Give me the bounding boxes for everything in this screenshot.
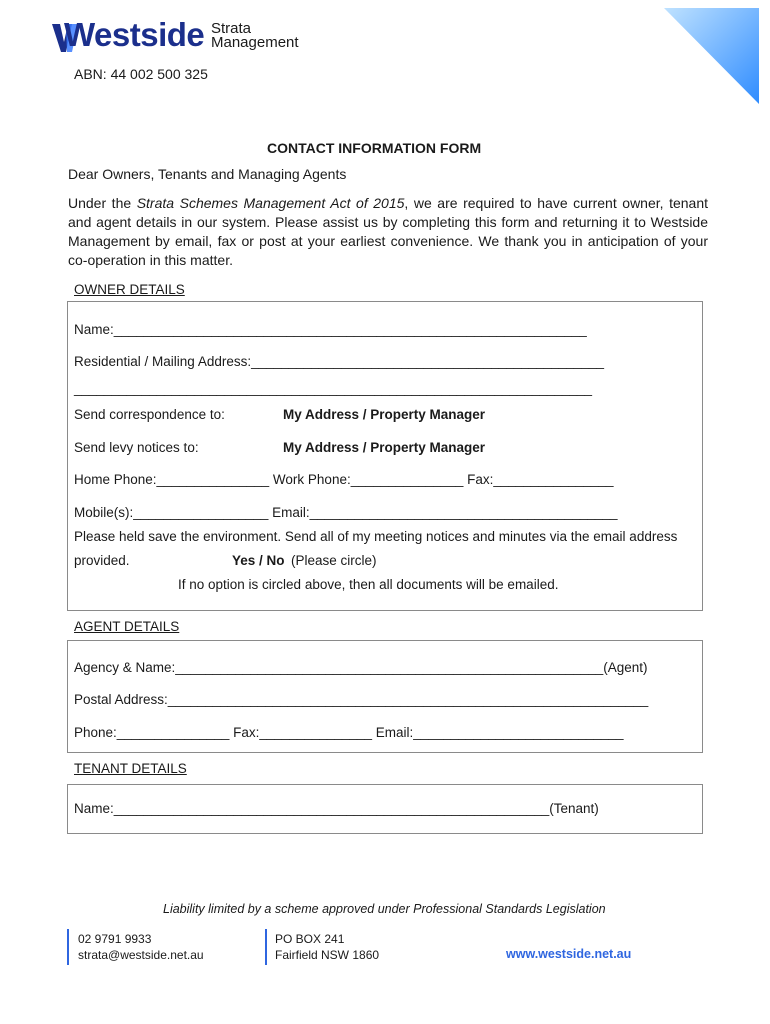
levy-choice[interactable]: My Address / Property Manager [283, 440, 486, 455]
corner-decoration-icon [664, 0, 770, 106]
owner-address-field[interactable]: Residential / Mailing Address:_______________________________________________ [74, 354, 604, 369]
environment-note: If no option is circled above, then all documents will be emailed. [178, 577, 559, 592]
footer-email[interactable]: strata@westside.net.au [78, 948, 204, 962]
form-title: CONTACT INFORMATION FORM [267, 140, 482, 156]
owner-address-line2[interactable]: _____________________________________________________________________ [74, 381, 593, 396]
agent-contact-field[interactable]: Phone:_______________ Fax:_______________ Email:____________________________ [74, 725, 624, 740]
environment-text: Please held save the environment. Send all of my meeting notices and minutes via the email address [74, 529, 678, 544]
correspondence-label: Send correspondence to: [74, 407, 225, 422]
correspondence-choice[interactable]: My Address / Property Manager [283, 407, 486, 422]
tenant-heading: TENANT DETAILS [74, 761, 187, 776]
footer-website-link[interactable]: www.westside.net.au [506, 947, 632, 961]
environment-provided: provided. [74, 553, 130, 568]
owner-heading: OWNER DETAILS [74, 282, 185, 297]
environment-circle-hint: (Please circle) [291, 553, 377, 568]
intro-paragraph: Under the Strata Schemes Management Act of 2015, we are required to have current owner, tenant and agent details in our system. Please assist us by completing this form and returning it to Westside Management by email, fax or post at your earliest convenience. We thank you in anticipation of your co-operation in this matter. [68, 195, 709, 268]
agent-heading: AGENT DETAILS [74, 619, 180, 634]
levy-label: Send levy notices to: [74, 440, 199, 455]
act-name: Strata Schemes Management Act of 2015 [136, 195, 405, 211]
logo-wordmark: Westside [64, 16, 205, 53]
owner-name-field[interactable]: Name:_______________________________________________________________ [74, 322, 587, 337]
footer-suburb: Fairfield NSW 1860 [275, 948, 380, 962]
owner-mobile-email-field[interactable]: Mobile(s):__________________ Email:_________________________________________ [74, 505, 618, 520]
greeting: Dear Owners, Tenants and Managing Agents [68, 166, 347, 182]
footer-divider-middle [265, 929, 267, 965]
footer-pobox: PO BOX 241 [275, 932, 345, 946]
owner-phones-field[interactable]: Home Phone:_______________ Work Phone:_______________ Fax:________________ [74, 472, 614, 487]
tenant-name-field[interactable]: Name:__________________________________________________________(Tenant) [74, 801, 599, 816]
abn: ABN: 44 002 500 325 [74, 66, 208, 82]
agent-agency-field[interactable]: Agency & Name:_________________________________________________________(Agent) [74, 660, 648, 675]
logo-sub-strata: Strata [211, 20, 252, 37]
footer-phone: 02 9791 9933 [78, 932, 152, 946]
owner-box [67, 301, 703, 611]
liability-note: Liability limited by a scheme approved under Professional Standards Legislation [163, 902, 606, 916]
logo-sub-management: Management [211, 34, 299, 51]
footer-divider-left [67, 929, 69, 965]
environment-yes-no[interactable]: Yes / No [232, 553, 285, 568]
agent-postal-field[interactable]: Postal Address:________________________________________________________________ [74, 692, 649, 707]
